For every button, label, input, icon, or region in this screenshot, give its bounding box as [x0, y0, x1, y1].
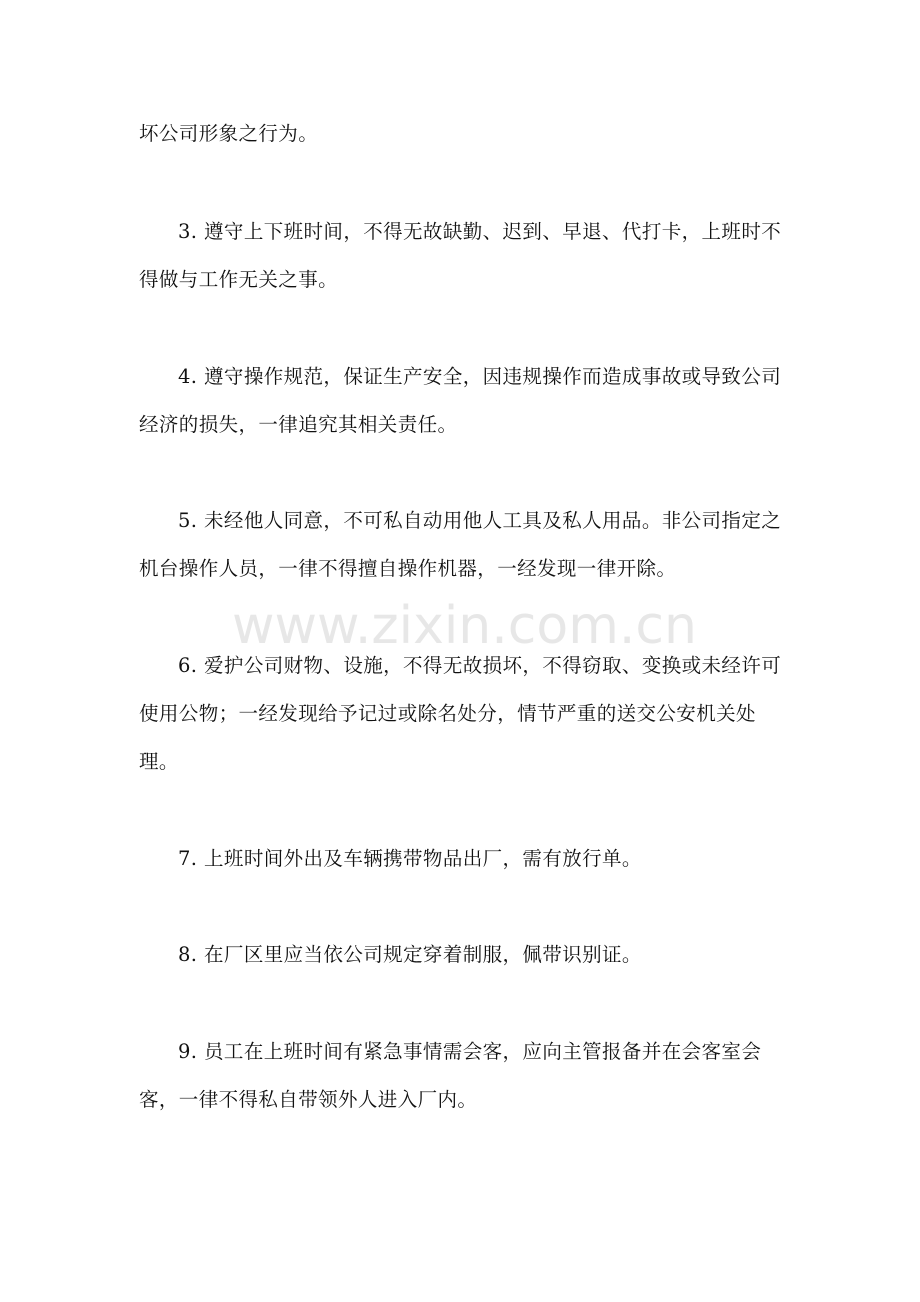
watermark-text: www.zixin.com.cn	[232, 596, 697, 656]
rule-item-9	[139, 1028, 789, 1124]
item-number: 5.	[178, 509, 198, 532]
rule-item-4	[139, 353, 789, 449]
item-number: 8.	[178, 943, 198, 966]
rule-item-3	[139, 208, 789, 304]
rule-item-8	[139, 931, 789, 979]
rule-item-6	[139, 642, 789, 786]
item-number: 6.	[178, 654, 198, 677]
paragraph-continuation	[139, 110, 789, 158]
item-number: 7.	[178, 847, 198, 870]
item-text: 爱护公司财物、设施，不得无故损坏，不得窃取、变换或未经许可使用公物；一经发现给予记过或除名处分，情节严重的送交公安机关处理。	[139, 654, 782, 773]
rule-item-5	[139, 497, 789, 593]
item-text: 遵守操作规范，保证生产安全，因违规操作而造成事故或导致公司经济的损失，一律追究其相关责任。	[139, 365, 782, 436]
item-number: 9.	[178, 1040, 198, 1063]
item-number: 3.	[178, 220, 198, 243]
item-text: 遵守上下班时间，不得无故缺勤、迟到、早退、代打卡，上班时不得做与工作无关之事。	[139, 220, 782, 291]
rule-item-7	[139, 835, 789, 883]
item-text: 上班时间外出及车辆携带物品出厂，需有放行单。	[204, 847, 642, 870]
paragraph-text: 坏公司形象之行为。	[139, 122, 319, 145]
item-text: 未经他人同意，不可私自动用他人工具及私人用品。非公司指定之机台操作人员，一律不得擅自操作机器，一经发现一律开除。	[139, 509, 782, 580]
item-text: 员工在上班时间有紧急事情需会客，应向主管报备并在会客室会客，一律不得私自带领外人进入厂内。	[139, 1040, 762, 1111]
item-text: 在厂区里应当依公司规定穿着制服，佩带识别证。	[204, 943, 642, 966]
item-number: 4.	[178, 365, 198, 388]
